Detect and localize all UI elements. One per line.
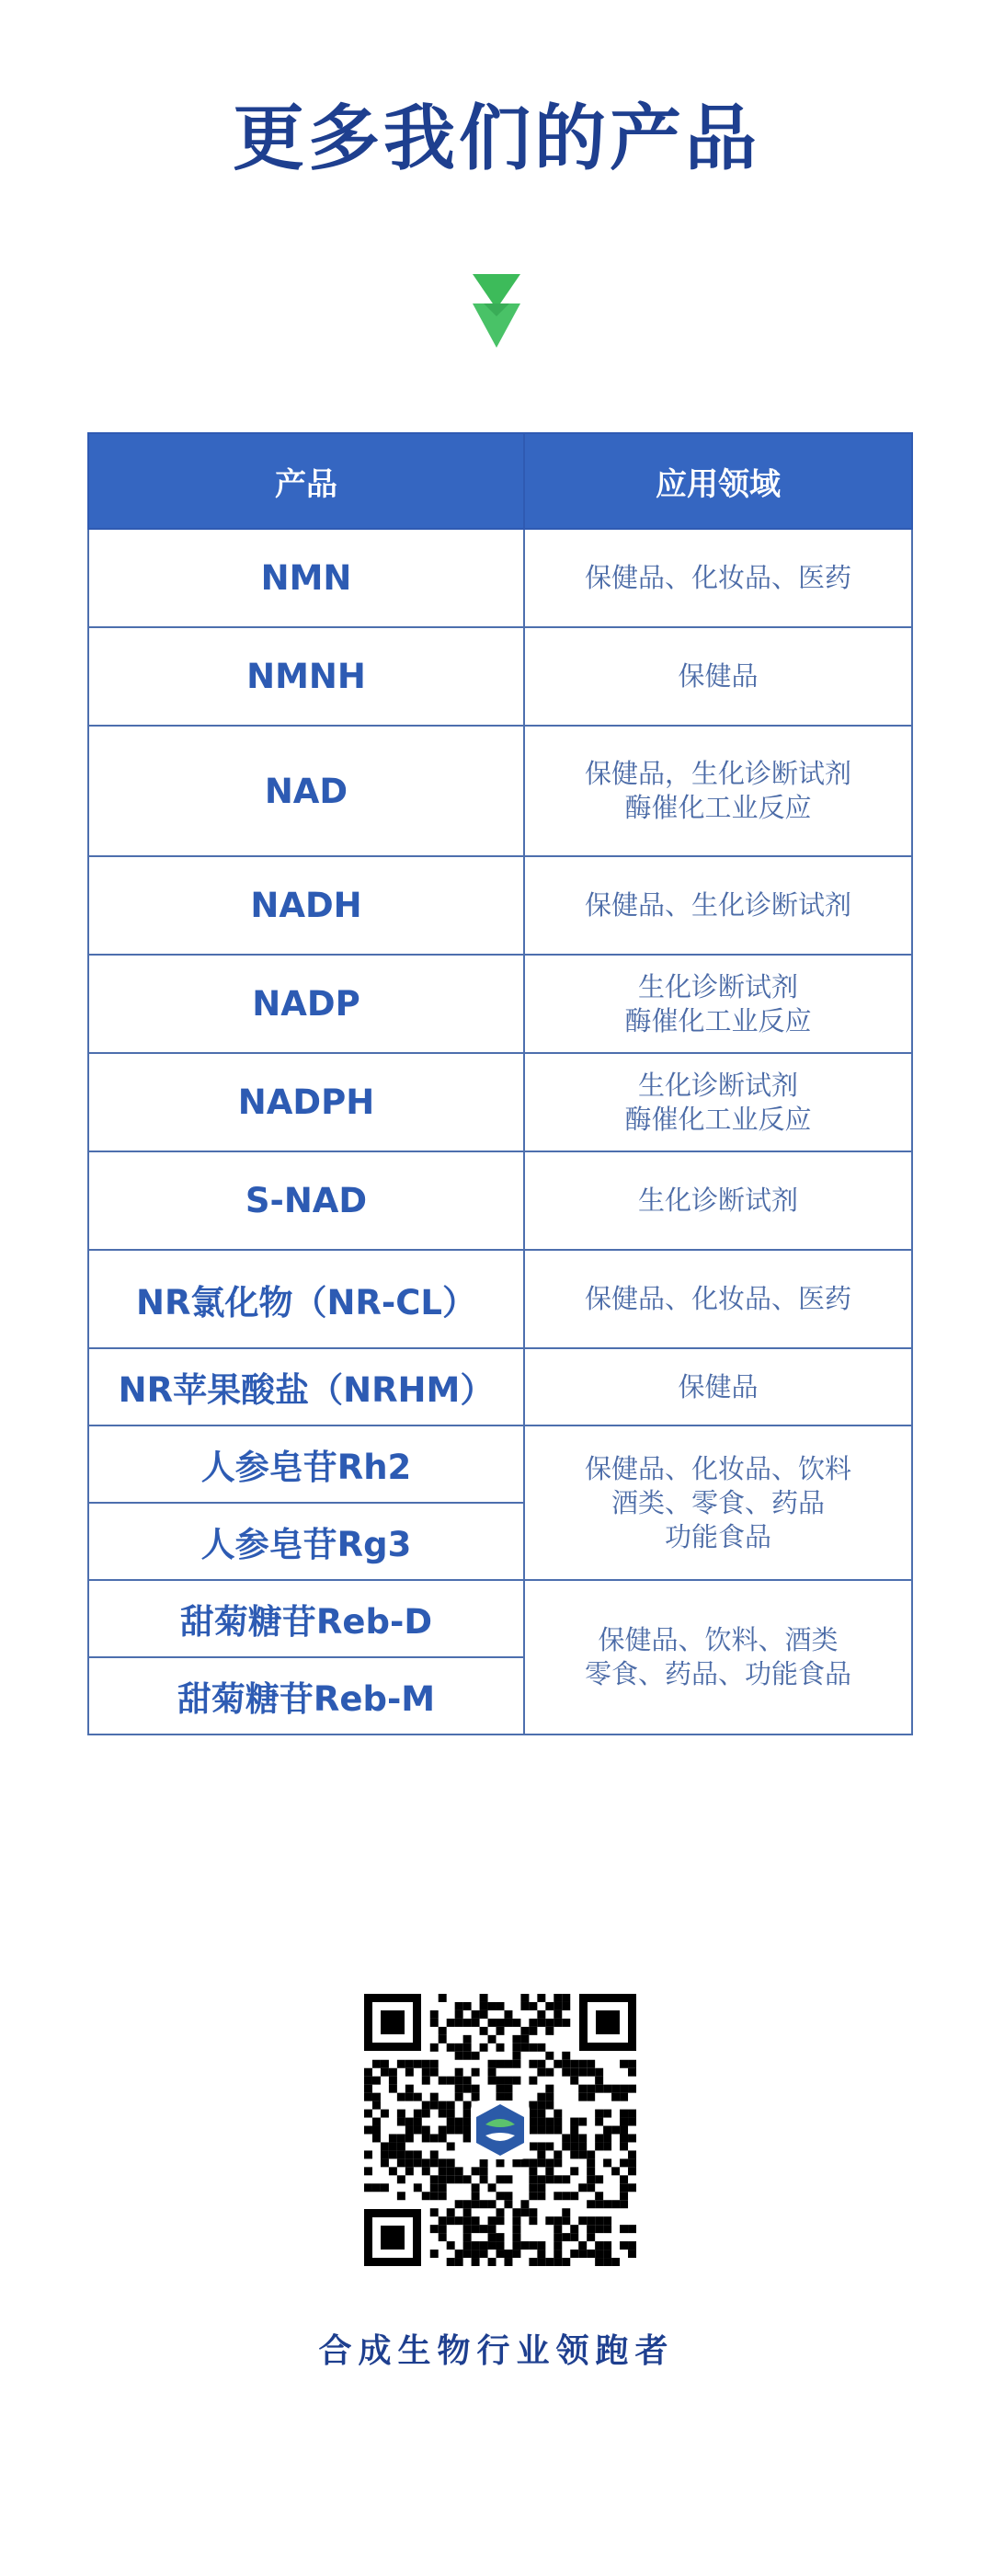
application-cell	[524, 529, 912, 627]
product-cell: NADPH	[88, 1053, 524, 1151]
product-table	[87, 432, 913, 1735]
product-cell: 人参皂苷Rg3	[88, 1503, 524, 1580]
application-line: 保健品、化妆品、医药	[584, 562, 851, 593]
product-cell: NMNH	[88, 627, 524, 726]
product-cell: NMN	[88, 529, 524, 627]
table-row	[88, 955, 912, 1053]
application-line: 酶催化工业反应	[624, 792, 812, 823]
product-cell: 甜菊糖苷Reb-D	[88, 1580, 524, 1657]
product-cell: NR氯化物（NR-CL）	[88, 1250, 524, 1348]
product-cell: NAD	[88, 726, 524, 856]
table-row	[88, 529, 912, 627]
table-row	[88, 856, 912, 955]
application-line: 保健品，生化诊断试剂	[584, 758, 851, 789]
application-cell	[524, 726, 912, 856]
application-cell	[524, 627, 912, 726]
product-cell: 人参皂苷Rh2	[88, 1425, 524, 1503]
application-cell	[524, 856, 912, 955]
application-line: 保健品、化妆品、饮料	[584, 1452, 851, 1484]
header-product: 产品	[88, 433, 524, 529]
application-line: 生化诊断试剂	[637, 970, 798, 1002]
product-cell: NR苹果酸盐（NRHM）	[88, 1348, 524, 1425]
qr-code	[360, 1990, 640, 2270]
application-cell	[524, 1250, 912, 1348]
slogan: 合成生物行业领跑者	[318, 2332, 675, 2370]
application-cell	[524, 1425, 912, 1580]
application-cell	[524, 1151, 912, 1250]
page-title: 更多我们的产品	[232, 97, 760, 180]
table-row	[88, 1580, 912, 1657]
application-cell	[524, 1348, 912, 1425]
application-line: 保健品、化妆品、医药	[584, 1283, 851, 1314]
table-row	[88, 1348, 912, 1425]
application-cell	[524, 955, 912, 1053]
header-application: 应用领域	[524, 433, 912, 529]
application-line: 保健品	[678, 1370, 759, 1402]
application-line: 酶催化工业反应	[624, 1103, 812, 1135]
application-line: 生化诊断试剂	[637, 1069, 798, 1101]
table-row	[88, 726, 912, 856]
application-line: 酶催化工业反应	[624, 1004, 812, 1036]
product-cell: NADH	[88, 856, 524, 955]
application-line: 保健品、生化诊断试剂	[584, 889, 851, 921]
table-row	[88, 1053, 912, 1151]
application-cell	[524, 1580, 912, 1735]
table-header-row	[88, 433, 912, 529]
application-cell	[524, 1053, 912, 1151]
application-line: 保健品	[678, 660, 759, 692]
application-line: 酒类、零食、药品	[611, 1486, 825, 1518]
table-row	[88, 627, 912, 726]
down-arrow-icon	[471, 272, 522, 349]
application-line: 功能食品	[664, 1520, 771, 1552]
product-cell: 甜菊糖苷Reb-M	[88, 1657, 524, 1735]
product-cell: NADP	[88, 955, 524, 1053]
product-cell: S-NAD	[88, 1151, 524, 1250]
application-line: 保健品、饮料、酒类	[598, 1624, 839, 1655]
application-line: 生化诊断试剂	[637, 1185, 798, 1216]
table-row	[88, 1425, 912, 1503]
table-row	[88, 1250, 912, 1348]
application-line: 零食、药品、功能食品	[584, 1658, 851, 1689]
table-row	[88, 1151, 912, 1250]
